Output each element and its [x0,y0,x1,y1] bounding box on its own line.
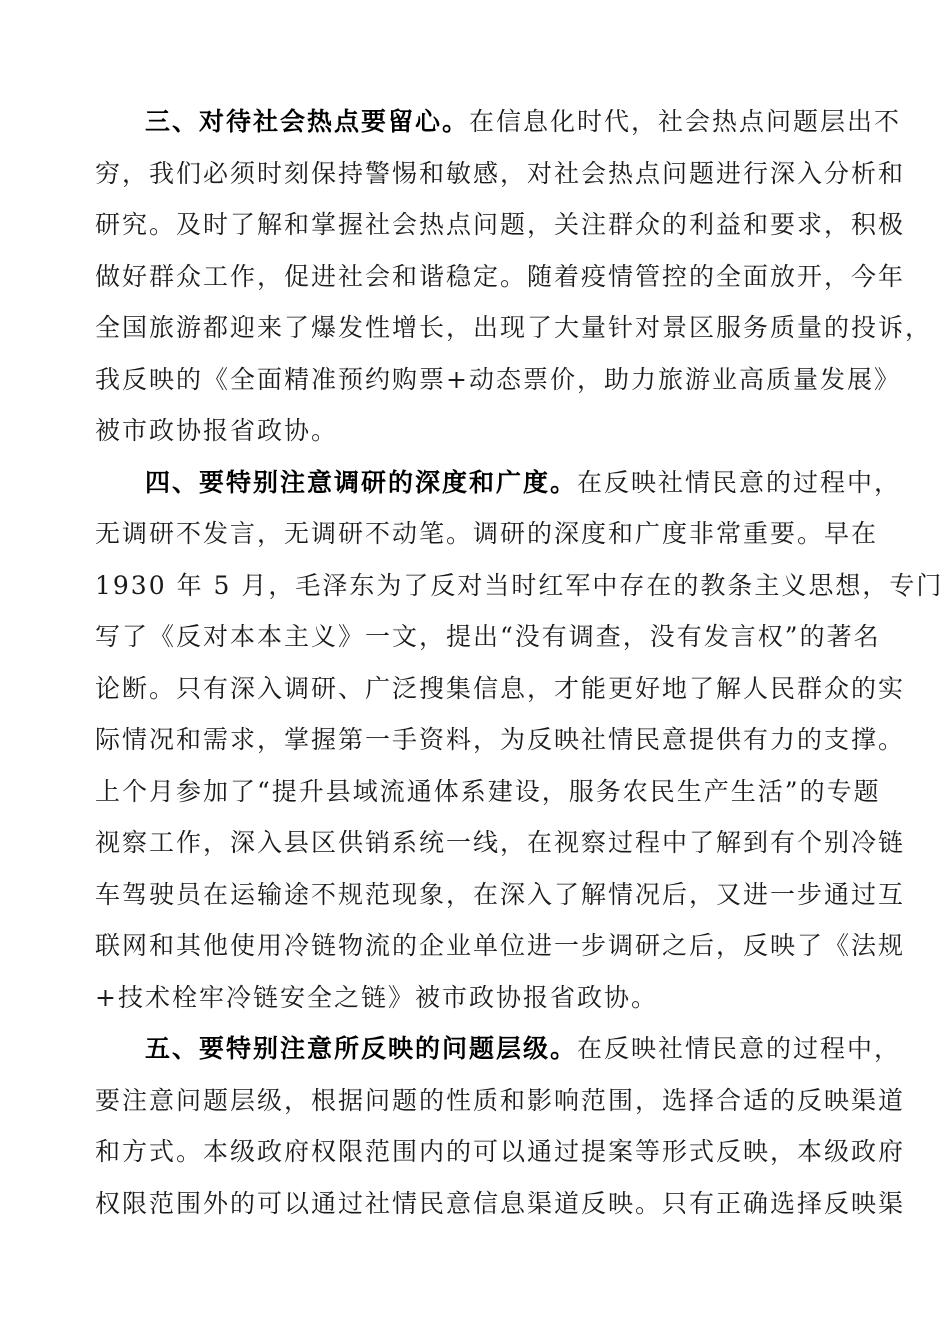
paragraph-first-line [95,1023,902,1075]
paragraph-line: 际情况和需求，掌握第一手资料，为反映社情民意提供有力的支撑。 [95,725,906,754]
paragraph-line: +技术栓牢冷链安全之链》被市政协报省政协。 [95,982,658,1012]
paragraph-line: 无调研不发言，无调研不动笔。调研的深度和广度非常重要。早在 [95,519,879,548]
paragraph-section-4 [95,457,944,1024]
paragraph-text: 在反映社情民意的过程中， [577,1034,902,1063]
paragraph-line: 车驾驶员在运输途不规范现象，在深入了解情况后，又进一步通过互 [95,879,906,909]
paragraph-line: 做好群众工作，促进社会和谐稳定。随着疫情管控的全面放开，今年 [95,261,906,291]
paragraph-line: 视察工作，深入县区供销系统一线，在视察过程中了解到有个别冷链 [95,828,906,857]
paragraph-text: 在反映社情民意的过程中， [577,467,902,497]
paragraph-line: 1930 年 5 月，毛泽东为了反对当时红军中存在的教条主义思想，专门 [95,570,944,600]
paragraph-text: 在信息化时代，社会热点问题层出不 [469,107,902,136]
paragraph-line: 联网和其他使用冷链物流的企业单位进一步调研之后，反映了《法规 [95,931,906,960]
paragraph-line: 穷，我们必须时刻保持警惕和敏感，对社会热点问题进行深入分析和 [95,158,906,188]
section-heading: 三、对待社会热点要留心。 [145,107,470,136]
paragraph-first-line [95,457,902,509]
paragraph-line: 权限范围外的可以通过社情民意信息渠道反映。只有正确选择反映渠 [95,1188,906,1218]
paragraph-line: 要注意问题层级，根据问题的性质和影响范围，选择合适的反映渠道 [95,1085,906,1115]
paragraph-line: 上个月参加了“提升县域流通体系建设，服务农民生产生活”的专题 [95,776,881,806]
paragraph-section-3 [95,96,933,457]
paragraph-line: 写了《反对本本主义》一文，提出“没有调查，没有发言权”的著名 [95,622,881,651]
paragraph-line: 被市政协报省政协。 [95,416,339,445]
section-heading: 四、要特别注意调研的深度和广度。 [145,467,578,497]
section-heading: 五、要特别注意所反映的问题层级。 [145,1034,578,1063]
paragraph-section-5 [95,1023,906,1229]
paragraph-line: 论断。只有深入调研、广泛搜集信息，才能更好地了解人民群众的实 [95,673,906,703]
paragraph-line: 和方式。本级政府权限范围内的可以通过提案等形式反映，本级政府 [95,1137,906,1166]
paragraph-line: 我反映的《全面精准预约购票+动态票价，助力旅游业高质量发展》 [95,364,901,394]
paragraph-line: 研究。及时了解和掌握社会热点问题，关注群众的利益和要求，积极 [95,210,906,239]
paragraph-line: 全国旅游都迎来了爆发性增长，出现了大量针对景区服务质量的投诉， [95,313,933,342]
paragraph-first-line [95,96,902,148]
document-body [95,96,944,1229]
